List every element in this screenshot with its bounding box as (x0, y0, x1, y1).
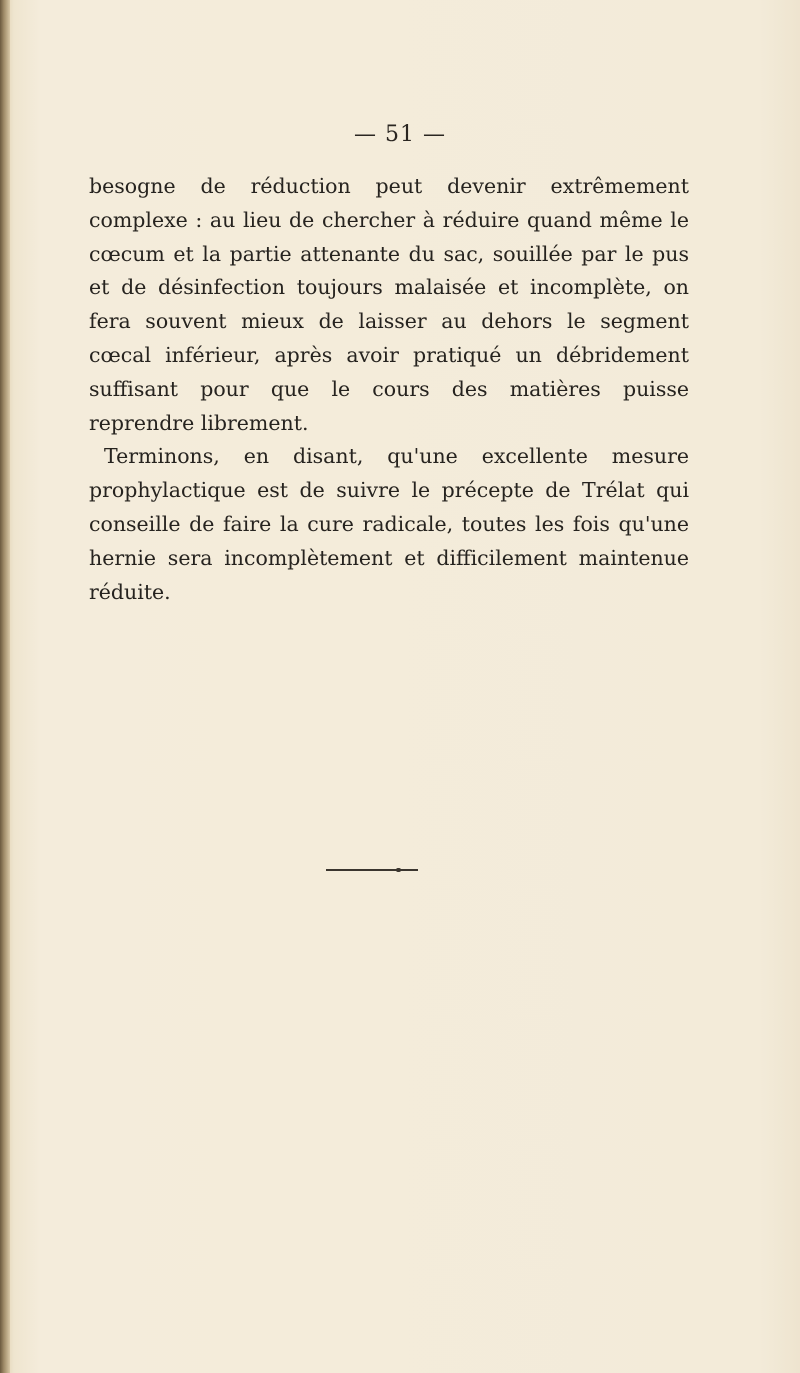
paragraph-2: Terminons, en disant, qu'une excellente mesure prophylactique est de suivre le précepte de Trélat qui conseille de faire la cure radicale, toutes les fois qu'une hernie sera incomplètement et difficilement maintenue réduite. (89, 444, 689, 604)
body-text (89, 170, 689, 609)
end-rule-divider (326, 869, 418, 871)
page-number: — 51 — (354, 122, 446, 147)
paragraph-1: besogne de réduction peut devenir extrêmement complexe : au lieu de chercher à réduire quand même le cœcum et la partie attenante du sac, souillée par le pus et de désinfection toujours malaisée et incomplète, on fera souvent mieux de laisser au dehors le segment cœcal inférieur, après avoir pratiqué un débridement suffisant pour que le cours des matières puisse reprendre librement. (89, 174, 689, 435)
binding-gutter (0, 0, 10, 1373)
